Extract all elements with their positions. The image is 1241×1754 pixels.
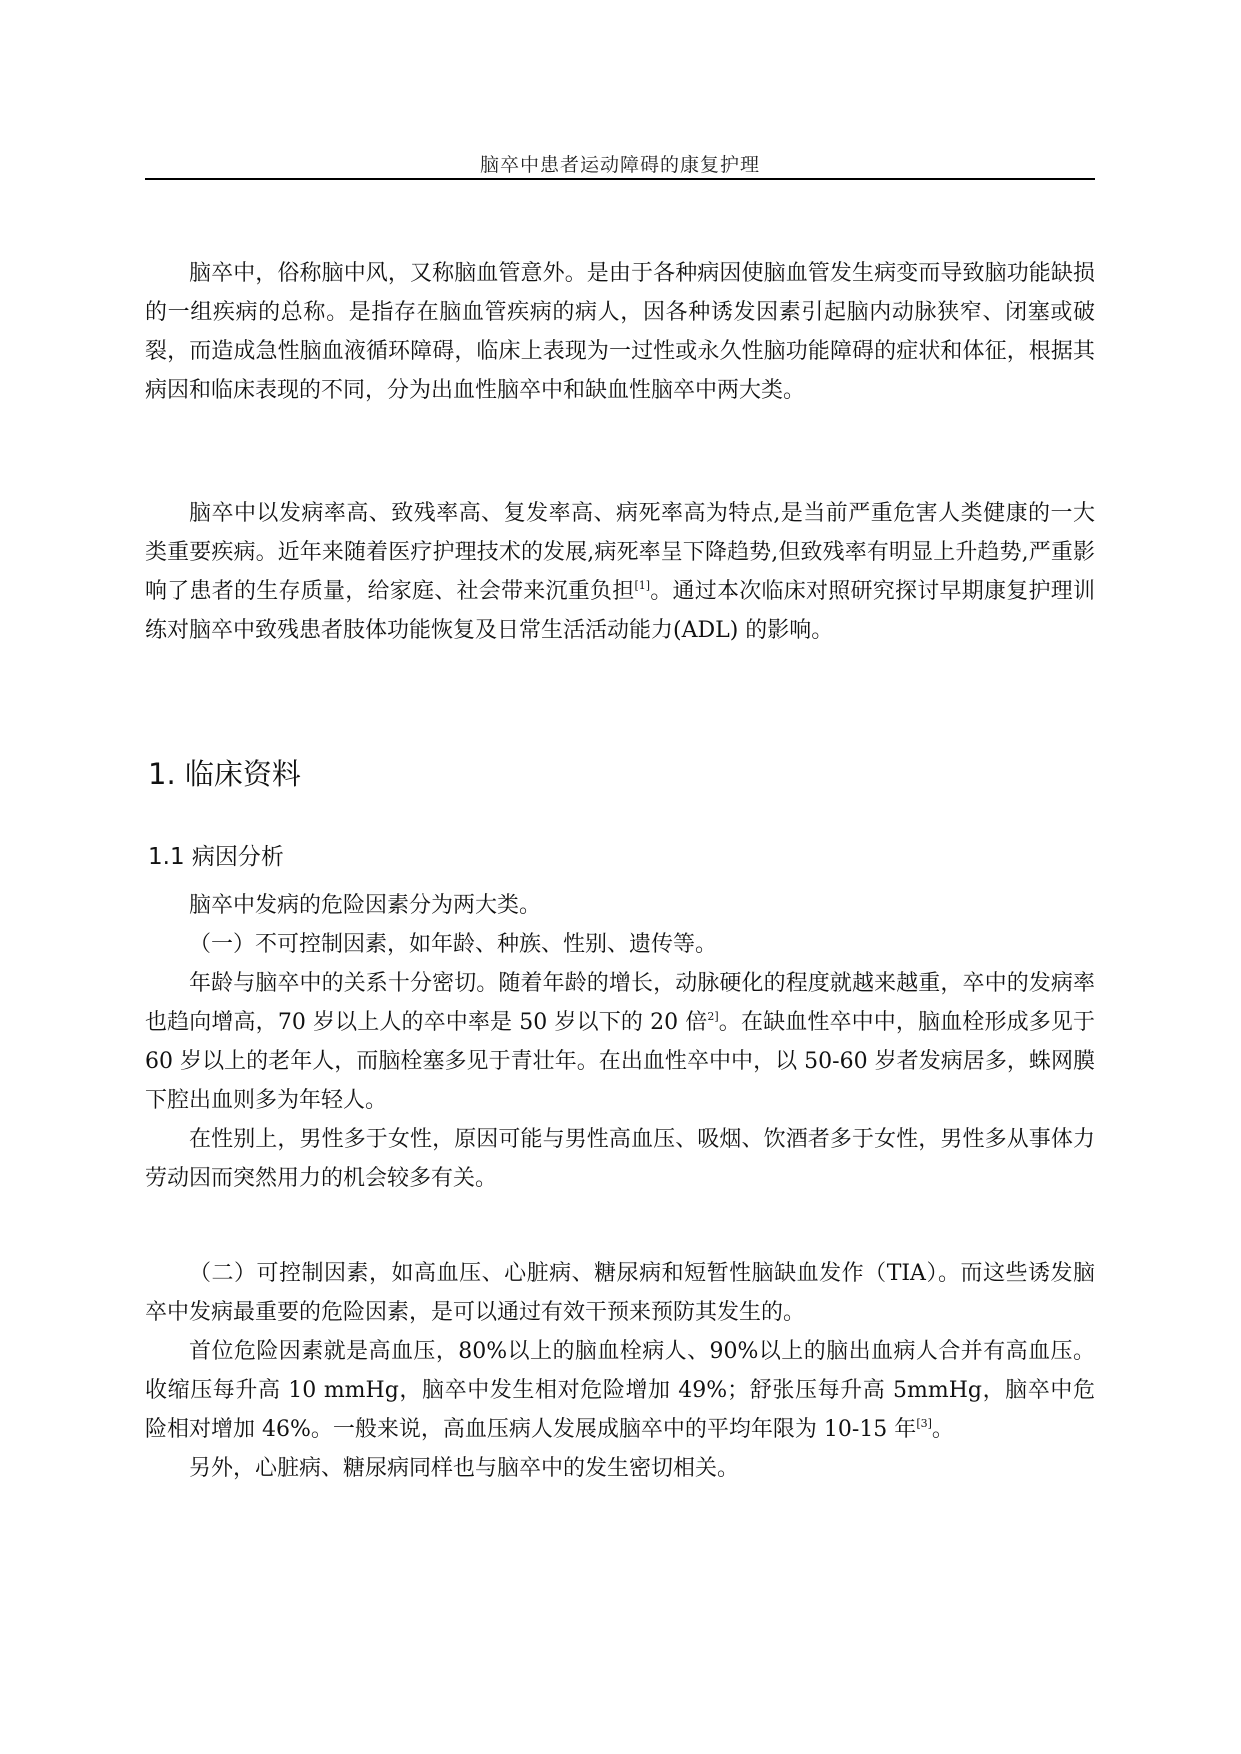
section-1-1-body-2 bbox=[145, 1254, 1095, 1488]
citation-2: 2] bbox=[707, 1010, 719, 1023]
age-paragraph-text-a: 年龄与脑卒中的关系十分密切。随着年龄的增长，动脉硬化的程度就越来越重，卒中的发病率也趋向增高，70 岁以上人的卒中率是 50 岁以下的 20 倍 bbox=[145, 971, 1095, 1035]
hypertension-paragraph-text-b: 。 bbox=[931, 1417, 954, 1442]
age-paragraph bbox=[145, 964, 1095, 1120]
intro-paragraph-2-text-b: 。通过本次临床对照研究探讨早期康复护理训练对脑卒中致残患者肢体功能恢复及日常生活活动能力(ADL) 的影响。 bbox=[145, 579, 1095, 643]
gender-paragraph: 在性别上，男性多于女性，原因可能与男性高血压、吸烟、饮酒者多于女性，男性多从事体力劳动因而突然用力的机会较多有关。 bbox=[145, 1127, 1095, 1191]
hypertension-paragraph bbox=[145, 1332, 1095, 1449]
section-heading-1: 1. 临床资料 bbox=[148, 757, 301, 791]
uncontrollable-factors: （一）不可控制因素，如年龄、种族、性别、遗传等。 bbox=[189, 932, 718, 957]
header-divider bbox=[145, 178, 1095, 180]
risk-factors-intro: 脑卒中发病的危险因素分为两大类。 bbox=[189, 893, 542, 918]
citation-1: [1] bbox=[634, 579, 651, 592]
hypertension-paragraph-text-a: 首位危险因素就是高血压，80%以上的脑血栓病人、90%以上的脑出血病人合并有高血压。收缩压每升高 10 mmHg，脑卒中发生相对危险增加 49%；舒张压每升高 5mmHg，脑卒中危险相对增加 46%。一般来说，高血压病人发展成脑卒中的平均年限为 10-15 年 bbox=[145, 1339, 1095, 1442]
intro-paragraph-2 bbox=[145, 494, 1095, 650]
intro-paragraph-2-text-a: 脑卒中以发病率高、致残率高、复发率高、病死率高为特点,是当前严重危害人类健康的一大类重要疾病。近年来随着医疗护理技术的发展,病死率呈下降趋势,但致残率有明显上升趋势,严重影响了患者的生存质量，给家庭、社会带来沉重负担 bbox=[145, 501, 1095, 604]
intro-paragraph-1-block bbox=[145, 254, 1095, 410]
age-paragraph-text-b: 。在缺血性卒中中，脑血栓形成多见于 60 岁以上的老年人，而脑栓塞多见于青壮年。在出血性卒中中，以 50-60 岁者发病居多，蛛网膜下腔出血则多为年轻人。 bbox=[145, 1010, 1095, 1113]
other-factors-paragraph: 另外，心脏病、糖尿病同样也与脑卒中的发生密切相关。 bbox=[189, 1456, 740, 1481]
section-heading-1-1: 1.1 病因分析 bbox=[148, 844, 284, 870]
citation-3: [3] bbox=[916, 1417, 932, 1430]
running-header: 脑卒中患者运动障碍的康复护理 bbox=[479, 154, 760, 176]
section-1-1-body bbox=[145, 886, 1095, 1198]
controllable-factors: （二）可控制因素，如高血压、心脏病、糖尿病和短暂性脑缺血发作（TIA）。而这些诱发脑卒中发病最重要的危险因素，是可以通过有效干预来预防其发生的。 bbox=[145, 1261, 1095, 1325]
intro-paragraph-1: 脑卒中，俗称脑中风，又称脑血管意外。是由于各种病因使脑血管发生病变而导致脑功能缺损的一组疾病的总称。是指存在脑血管疾病的病人，因各种诱发因素引起脑内动脉狭窄、闭塞或破裂，而造成急性脑血液循环障碍，临床上表现为一过性或永久性脑功能障碍的症状和体征，根据其病因和临床表现的不同，分为出血性脑卒中和缺血性脑卒中两大类。 bbox=[145, 261, 1095, 403]
intro-paragraph-2-block bbox=[145, 494, 1095, 650]
